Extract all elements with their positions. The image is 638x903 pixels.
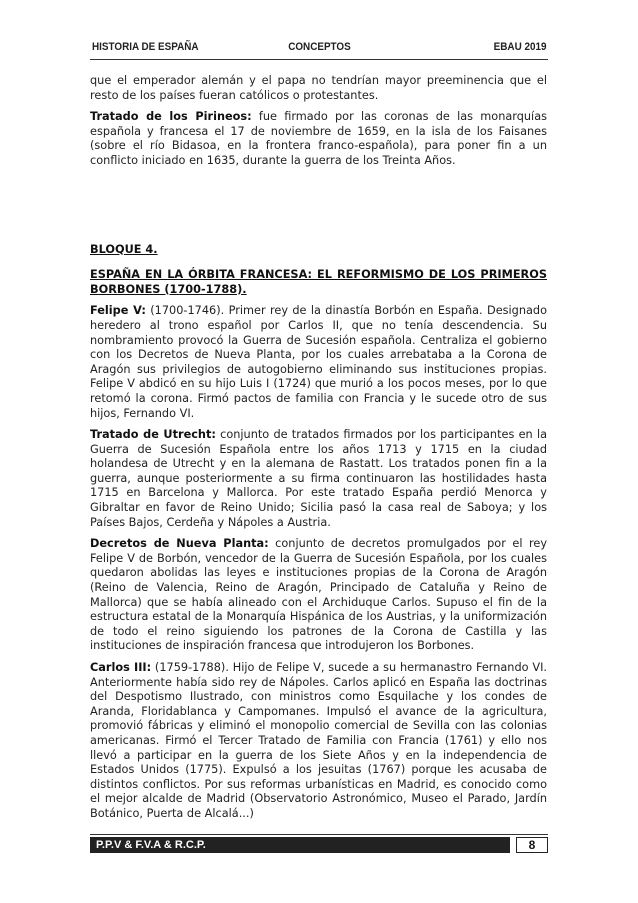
header-divider [90, 59, 548, 60]
concept-definition: (1759-1788). Hijo de Felipe V, sucede a su hermanastro Fernando VI. Anteriormente había sido rey de Nápoles. Carlos aplicó en España las doctrinas del Despotismo Ilustrado, con ministros como Esquilache y los condes de Aranda, Floridablanca y Campomanes. Impulsó el avance de la agricultura, promovió fábricas y eliminó el monopolio comercial de Sevilla con las colonias americanas. Firmó el Tercer Tratado de Familia con Francia (1761) y ello nos llevó a participar en la guerra de los Siete Años y en la independencia de Estados Unidos (1775). Expulsó a los jesuitas (1767) porque les acusaba de distintos conflictos. Por sus reformas urbanísticas en Madrid, es conocido como el mejor alcalde de Madrid (Observatorio Astronómico, Museo el Parado, Jardín Botánico, Puerta de Alcalá...) [90, 661, 548, 820]
concept-term: Decretos de Nueva Planta: [90, 537, 269, 551]
concept-definition: (1700-1746). Primer rey de la dinastía Borbón en España. Designado heredero al trono español por Carlos II, que no tenía descendencia. Su nombramiento provocó la Guerra de Sucesión española. Centraliza el gobierno con los Decretos de Nueva Planta, por los cuales arrebataba a la Corona de Aragón sus privilegios de autogobierno eliminando sus instituciones propias. Felipe V abdicó en su hijo Luis I (1724) que murió a los pocos meses, por lo que retomó la corona. Firmó pactos de familia con Francia y le sucede otro de sus hijos, Fernando VI. [90, 304, 548, 420]
footer-authors: P.P.V & F.V.A & R.C.P. [90, 837, 510, 853]
concept-definition: conjunto de decretos promulgados por el rey Felipe V de Borbón, vencedor de la Guerra de Sucesión Española, por los cuales quedaron abolidas las leyes e instituciones propias de la Corona de Aragón (Reino de Valencia, Reino de Aragón, Principado de Cataluña y Reino de Mallorca) que se había alineado con el Archiduque Carlos. Supuso el fin de la estructura estatal de la Monarquía Hispánica de los Austrias, y la uniformización de todo el reino siguiendo los patrones de la Corona de Castilla y las instituciones de inspiración francesa que introdujeron los Borbones. [90, 537, 548, 653]
concept-felipe-v [90, 304, 547, 421]
concept-decretos-nueva-planta [90, 537, 547, 654]
concept-term: Felipe V: [90, 304, 146, 318]
section-title: ESPAÑA EN LA ÓRBITA FRANCESA: EL REFORMISMO DE LOS PRIMEROS BORBONES (1700-1788). [90, 268, 547, 296]
concept-tratado-pirineos [90, 110, 547, 168]
page-header [92, 41, 547, 55]
header-exam: EBAU 2019 [493, 41, 547, 53]
concept-term: Tratado de Utrecht: [90, 428, 216, 442]
concept-term: Carlos III: [90, 661, 152, 674]
page-footer [90, 834, 548, 853]
bloque-heading: BLOQUE 4. [90, 242, 158, 256]
header-section: CONCEPTOS [288, 41, 351, 53]
document-body [90, 74, 547, 829]
concept-definition: fue firmado por las coronas de las monarquías española y francesa el 17 de noviembre de 1659, en la isla de los Faisanes (sobre el río Bidasoa, en la frontera franco-española), para poner fin a un conflicto iniciado en 1635, durante la guerra de los Treinta Años. [90, 110, 547, 167]
concept-term: Tratado de los Pirineos: [90, 110, 252, 124]
concept-tratado-utrecht [90, 428, 547, 530]
concept-definition: conjunto de tratados firmados por los participantes en la Guerra de Sucesión Española entre los años 1713 y 1715 en la ciudad holandesa de Utrecht y en la alemana de Rastatt. Los tratados ponen fin a la guerra, aunque posteriormente a su firma continuaron las hostilidades hasta 1715 en Barcelona y Mallorca. Por este tratado España perdió Menorca y Gibraltar en favor de Reino Unido; Sicilia pasó la casa real de Saboya; y los Países Bajos, Cerdeña y Nápoles a Austria. [90, 428, 548, 529]
header-subject: HISTORIA DE ESPAÑA [92, 41, 199, 53]
intro-paragraph: que el emperador alemán y el papa no tendrían mayor preeminencia que el resto de los países fueran católicos o protestantes. [90, 74, 547, 102]
page-number: 8 [516, 837, 548, 853]
concept-carlos-iii [90, 661, 547, 822]
